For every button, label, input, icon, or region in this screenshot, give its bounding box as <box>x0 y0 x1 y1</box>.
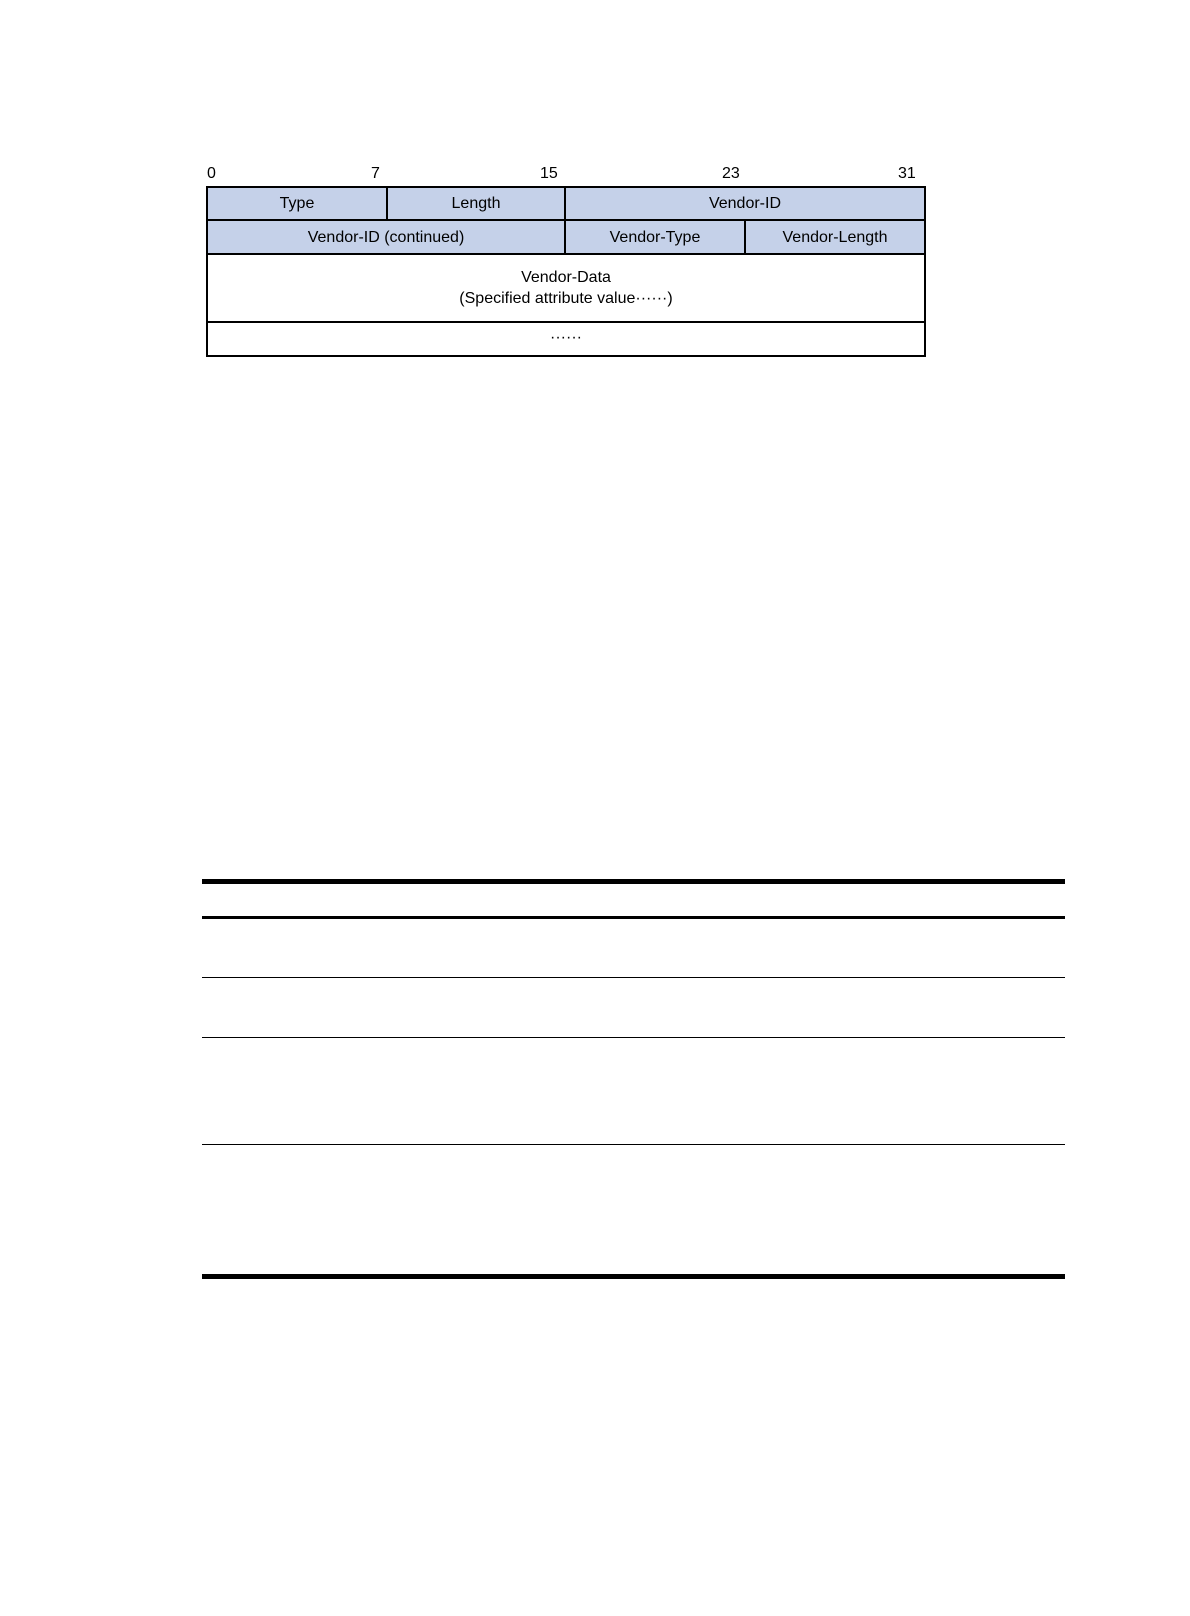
table-row-divider <box>202 1037 1065 1038</box>
field-type <box>206 186 388 221</box>
field-length <box>386 186 566 221</box>
table-row-divider <box>202 977 1065 978</box>
bit-label-31: 31 <box>898 165 916 182</box>
field-vendor-id-label: Vendor-ID <box>708 195 782 212</box>
field-vendor-data <box>206 253 926 323</box>
field-vendor-length-label: Vendor-Length <box>782 228 888 246</box>
bit-label-0: 0 <box>207 165 216 182</box>
bit-label-23: 23 <box>722 165 740 182</box>
table-top-rule <box>202 879 1065 884</box>
bit-label-7: 7 <box>371 165 380 182</box>
field-vendor-type <box>564 219 746 255</box>
field-continuation-ellipsis: ······ <box>550 328 582 346</box>
field-vendor-id <box>564 186 926 221</box>
table-bottom-rule <box>202 1274 1065 1279</box>
field-vendor-id-continued-label: Vendor-ID (continued) <box>307 228 465 246</box>
table-row-divider <box>202 1144 1065 1145</box>
field-vendor-length <box>744 219 926 255</box>
field-vendor-id-continued <box>206 219 566 255</box>
field-length-label: Length <box>451 195 501 212</box>
field-continuation <box>206 321 926 357</box>
bit-label-15: 15 <box>540 165 558 182</box>
field-type-label: Type <box>279 195 315 212</box>
field-vendor-type-label: Vendor-Type <box>609 228 701 246</box>
table-header-rule <box>202 916 1065 919</box>
field-vendor-data-description: (Specified attribute value······) <box>459 290 673 307</box>
field-vendor-data-label: Vendor-Data <box>521 269 611 286</box>
